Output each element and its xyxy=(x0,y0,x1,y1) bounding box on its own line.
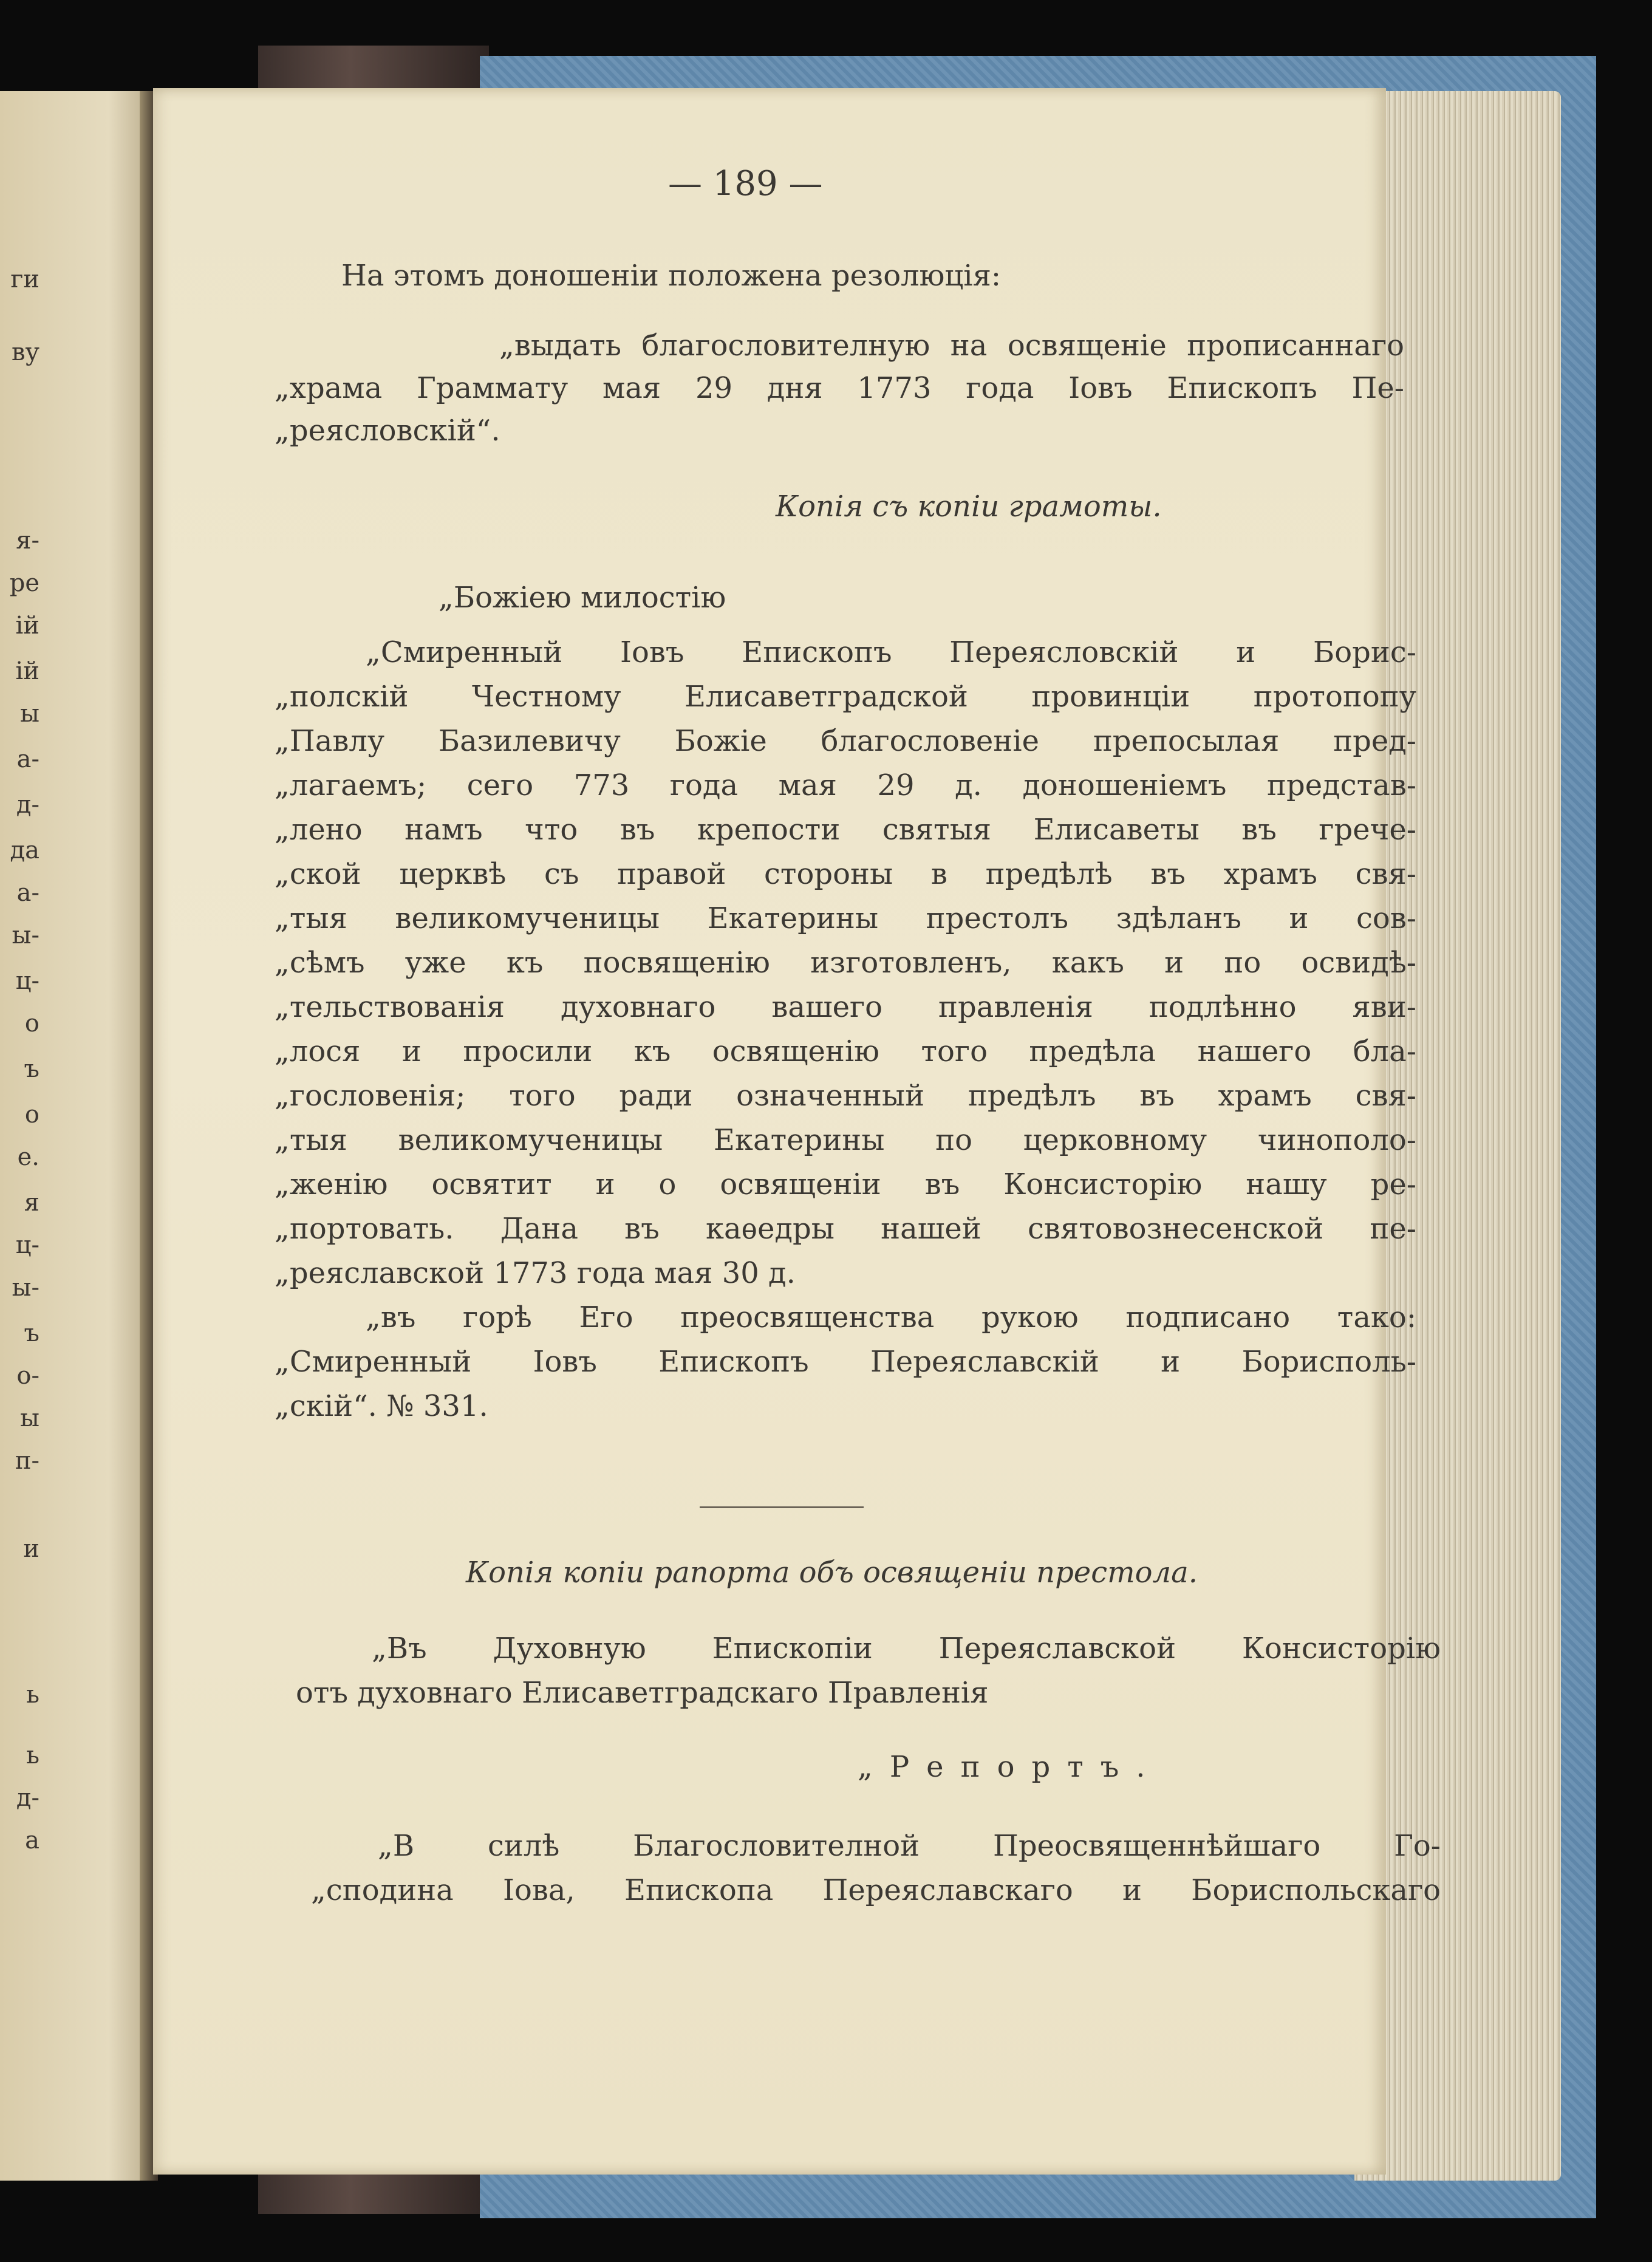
text-line: „полскій Честному Елисаветградской провинціи протопопу xyxy=(275,680,1416,714)
left-page-fragment: я xyxy=(24,1189,39,1217)
left-page-fragment: я- xyxy=(16,527,39,555)
left-page-fragment: ъ xyxy=(24,1319,39,1347)
text-line: „скій“. № 331. xyxy=(275,1389,488,1423)
left-page-fragment: ву xyxy=(11,338,39,366)
left-page-fragment: е. xyxy=(17,1143,39,1171)
left-page-fragment: ы xyxy=(20,1404,39,1432)
left-page-fragment: ь xyxy=(26,1681,39,1709)
left-page-fragment: ы- xyxy=(12,921,39,949)
left-page-fragment: ре xyxy=(9,569,39,597)
text-line: „Смиренный Іовъ Епископъ Переясловскій и Борис- xyxy=(366,635,1416,669)
left-page-fragment: ы xyxy=(20,700,39,728)
left-page-fragment: о- xyxy=(16,1362,39,1390)
text-line: „сподина Іова, Епископа Переяславскаго и Бориспольскаго xyxy=(311,1873,1441,1907)
left-page-fragment: ы- xyxy=(12,1274,39,1302)
left-page-fragment: д- xyxy=(16,791,39,819)
left-page-fragment: а- xyxy=(16,879,39,907)
left-page-fragment: ій xyxy=(15,612,39,640)
book-page xyxy=(153,88,1441,2175)
left-page-fragment: а- xyxy=(16,745,39,773)
text-line: „тыя великомученицы Екатерины по церковному чинополо- xyxy=(275,1123,1416,1157)
left-page-fragment: ц- xyxy=(15,1231,39,1259)
left-page-fragment: ги xyxy=(10,265,39,293)
left-page-fragment: ц- xyxy=(15,967,39,995)
left-page-fragment: ъ xyxy=(24,1055,39,1083)
text-line: „Смиренный Іовъ Епископъ Переяславскій и Борисполь- xyxy=(275,1345,1416,1379)
left-page-fragment: д- xyxy=(16,1784,39,1812)
left-page-fragment: ь xyxy=(26,1741,39,1769)
section-heading: „Репортъ. xyxy=(858,1750,1162,1784)
section-heading: Копія съ копіи грамоты. xyxy=(776,490,1162,524)
left-page-fragment: и xyxy=(23,1535,39,1563)
left-page-fragment: о xyxy=(24,1010,39,1037)
text-line: „храма Граммату мая 29 дня 1773 года Іовъ Епископъ Пе- xyxy=(275,371,1404,405)
text-line: „гословенія; того ради означенный предѣлъ въ храмъ свя- xyxy=(275,1079,1416,1113)
text-line: „выдать благословителную на освященіе прописаннаго xyxy=(499,329,1404,363)
left-page-fragment: о xyxy=(24,1101,39,1129)
text-line: „Павлу Базилевичу Божіе благословеніе препосылая пред- xyxy=(275,724,1416,758)
separator-rule xyxy=(700,1506,864,1508)
text-line: „В силѣ Благословителной Преосвященнѣйшаго Го- xyxy=(378,1829,1441,1863)
text-line: „портовать. Дана въ каѳедры нашей святовознесенской пе- xyxy=(275,1212,1416,1246)
text-line: „реясловскій“. xyxy=(275,414,500,448)
text-line: На этомъ доношеніи положена резолюція: xyxy=(341,259,1002,293)
text-line: „женію освятит и о освященіи въ Консисторію нашу ре- xyxy=(275,1167,1416,1201)
text-line: „въ горѣ Его преосвященства рукою подписано тако: xyxy=(366,1300,1416,1334)
text-line: „Въ Духовную Епископіи Переяславской Консисторію xyxy=(372,1632,1441,1666)
text-line: „лено намъ что въ крепости святыя Елисаветы въ грече- xyxy=(275,813,1416,847)
page-number: — 189 — xyxy=(668,164,823,203)
text-line: „лагаемъ; сего 773 года мая 29 д. доношеніемъ представ- xyxy=(275,768,1416,802)
left-page-fragment: п- xyxy=(15,1447,39,1475)
left-page-fragment: а xyxy=(25,1826,39,1854)
section-heading: Копія копіи рапорта объ освященіи престола. xyxy=(466,1556,1198,1590)
text-line: „сѣмъ уже къ посвященію изготовленъ, какъ и по освидѣ- xyxy=(275,946,1416,980)
text-line: „тельствованія духовнаго вашего правленія подлѣнно яви- xyxy=(275,990,1416,1024)
text-line: „тыя великомученицы Екатерины престолъ здѣланъ и сов- xyxy=(275,901,1416,935)
text-line: „реяславской 1773 года мая 30 д. xyxy=(275,1256,796,1290)
text-line: „ской церквѣ съ правой стороны в предѣлѣ въ храмъ свя- xyxy=(275,857,1416,891)
text-line: отъ духовнаго Елисаветградскаго Правленія xyxy=(296,1676,989,1710)
text-line: „лося и просили къ освященію того предѣла нашего бла- xyxy=(275,1034,1416,1068)
text-line: „Божіею милостію xyxy=(439,581,726,615)
left-facing-page xyxy=(0,91,155,2181)
left-page-fragment: ій xyxy=(15,657,39,685)
left-page-fragment: да xyxy=(10,836,39,864)
